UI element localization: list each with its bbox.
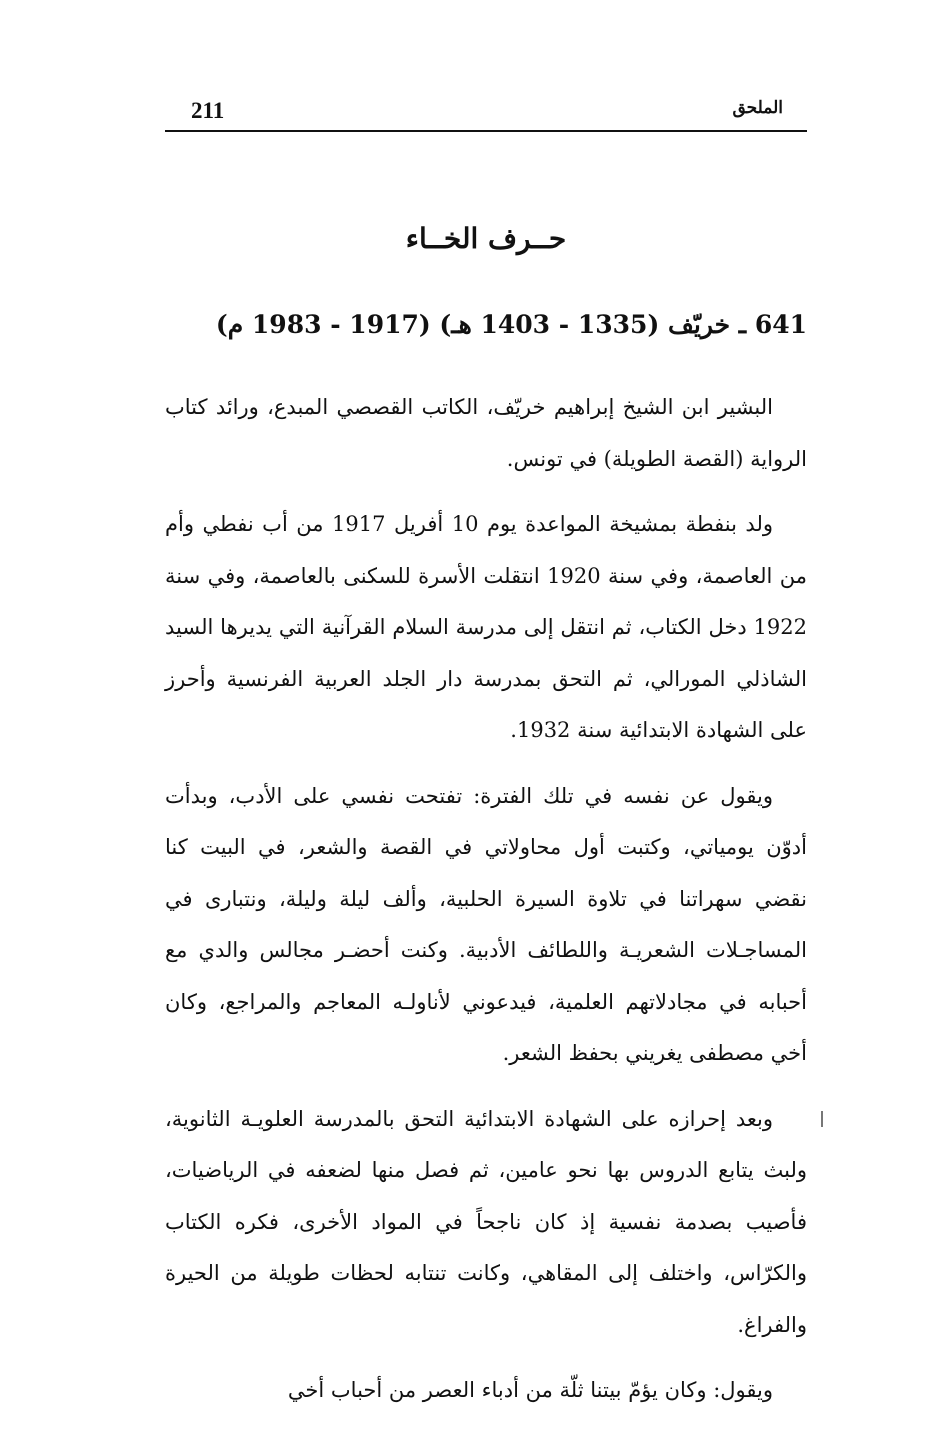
paragraph: ويقول: وكان يؤمّ بيتنا ثلّة من أدباء العصر من أحباب أخي: [287, 1378, 773, 1402]
running-title: الملحق: [732, 98, 783, 118]
page-header: [165, 96, 807, 132]
paragraph: وبعد إحرازه على الشهادة الابتدائية التحق بالمدرسة العلويـة الثانوية، ولبث يتابع الدروس بها نحو عامين، ثم فصل منها لضعفه في الرياضيات، فأصيب بصدمة نفسية إذ كان ناجحاً في المواد الأخرى، فكره الكتاب والكرّاس، واختلف إلى المقاهي، وكانت تنتابه لحظات طويلة من الحيرة والفراغ.: [165, 1106, 807, 1337]
section-heading: حــرف الخــاء: [405, 222, 567, 255]
margin-mark: [821, 1111, 823, 1127]
paragraph: ويقول عن نفسه في تلك الفترة: تفتحت نفسي على الأدب، وبدأت أدوّن يومياتي، وكتبت أول محاولاتي في القصة والشعر، في البيت كنا نقضي سهراتنا في تلاوة السيرة الحلبية، وألف ليلة وليلة، ونتبارى في المساجـلات الشعريـة واللطائف الأدبية. وكنت أحضـر مجالس والدي مع أحبابه في مجادلاتهم العلمية، فيدعوني لأناولـه المعاجم والمراجع، وكان أخي مصطفى يغريني بحفظ الشعر.: [165, 783, 807, 1065]
body-text: [165, 382, 807, 1431]
paragraph: البشير ابن الشيخ إبراهيم خريّف، الكاتب القصصي المبدع، ورائد كتاب الرواية (القصة الطويلة) في تونس.: [165, 395, 807, 471]
paragraph: ولد بنفطة بمشيخة المواعدة يوم 10 أفريل 1917 من أب نفطي وأم من العاصمة، وفي سنة 1920 انتقلت الأسرة للسكنى بالعاصمة، وفي سنة 1922 دخل الكتاب، ثم انتقل إلى مدرسة السلام القرآنية التي يديرها السيد الشاذلي المورالي، ثم التحق بمدرسة دار الجلد العربية الفرنسية وأحرز على الشهادة الابتدائية سنة 1932.: [165, 512, 807, 742]
entry-title: 641 ـ خريّف (1335 - 1403 هـ) (1917 - 1983 م): [215, 310, 807, 339]
page-number: 211: [191, 98, 225, 123]
